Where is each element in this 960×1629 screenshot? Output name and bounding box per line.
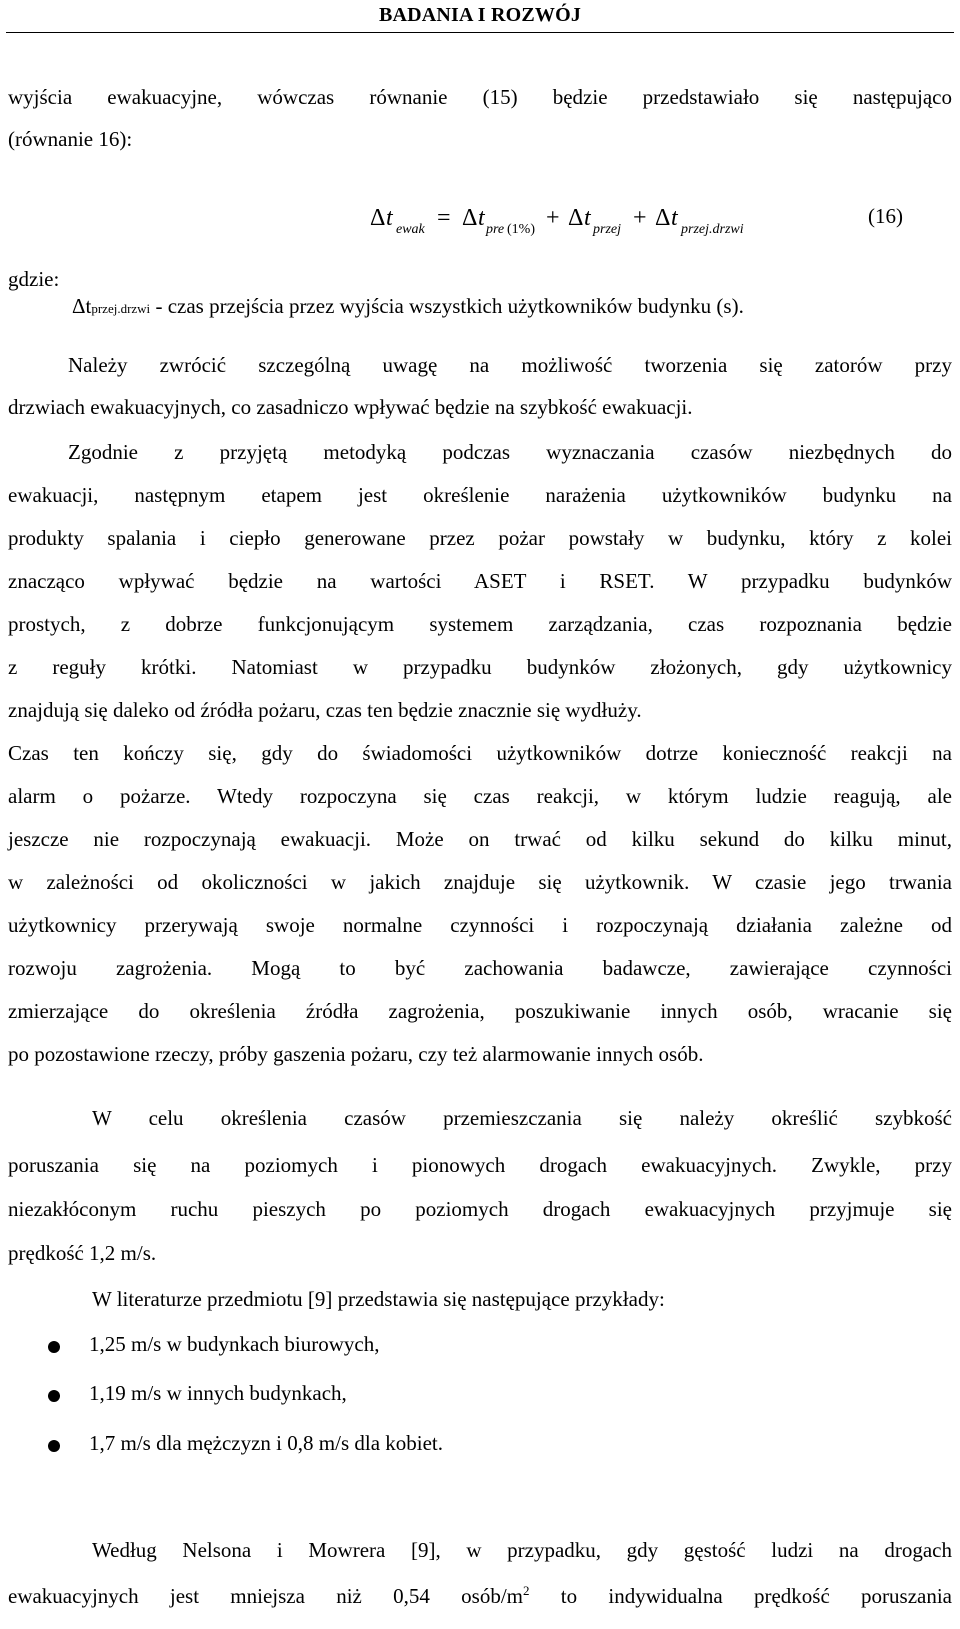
eq-plus-2: +	[633, 205, 647, 231]
bullet-item-2: 1,19 m/s w innych budynkach,	[89, 1381, 347, 1405]
eq-plus-1: +	[546, 205, 560, 231]
paragraph-4-line-1: W literaturze przedmiotu [9] przedstawia się następujące przykłady:	[92, 1287, 665, 1311]
bullet-dot	[48, 1440, 60, 1452]
bullet-dot	[48, 1390, 60, 1402]
eq-t-4: t	[671, 205, 678, 231]
paragraph-3-line-1: W celu określenia czasów przemieszczania się należy określić szybkość	[92, 1106, 952, 1130]
bullet-item-1: 1,25 m/s w budynkach biurowych,	[89, 1332, 380, 1356]
paragraph-5-line-1: Według Nelsona i Mowrera [9], w przypadku, gdy gęstość ludzi na drogach	[92, 1538, 952, 1562]
intro-line-1: wyjścia ewakuacyjne, wówczas równanie (15) będzie przedstawiało się następująco	[8, 85, 952, 109]
header-rule	[6, 32, 954, 33]
paragraph-2-line-11: w zależności od okoliczności w jakich znajduje się użytkownik. W czasie jego trwania	[8, 870, 952, 894]
paragraph-2-line-12: użytkownicy przerywają swoje normalne czynności i rozpoczynają działania zależne od	[8, 913, 952, 937]
eq-sub-przej-drzwi: przej.drzwi	[681, 222, 744, 237]
bullet-item-3: 1,7 m/s dla mężczyzn i 0,8 m/s dla kobiet.	[89, 1431, 444, 1455]
paragraph-2-line-5: prostych, z dobrze funkcjonującym systemem zarządzania, czas rozpoznania będzie	[8, 612, 952, 636]
paragraph-5-line-2	[8, 1583, 952, 1609]
eq-sub-ewak: ewak	[396, 222, 425, 237]
eq-t-3: t	[584, 205, 591, 231]
eq-delta-1: Δ	[370, 205, 386, 231]
definition-item	[72, 294, 744, 319]
paragraph-1-line-2: drzwiach ewakuacyjnych, co zasadniczo wpływać będzie na szybkość ewakuacji.	[8, 395, 693, 419]
eq-t-2: t	[478, 205, 485, 231]
paragraph-2-line-7: znajdują się daleko od źródła pożaru, czas ten będzie znacznie się wydłuży.	[8, 698, 642, 722]
running-header: BADANIA I ROZWÓJ	[378, 4, 582, 26]
definition-symbol: Δt	[72, 294, 92, 318]
eq-delta-4: Δ	[655, 205, 671, 231]
eq-sub-przej: przej	[593, 222, 621, 237]
paragraph-2-line-2: ewakuacji, następnym etapem jest określenie narażenia użytkowników budynku na	[8, 483, 952, 507]
eq-delta-3: Δ	[568, 205, 584, 231]
equation-16	[370, 205, 890, 241]
paragraph-5-line-2-a: ewakuacyjnych jest mniejsza niż 0,54 osób/m	[8, 1584, 523, 1608]
eq-t-1: t	[386, 205, 393, 231]
eq-equals: =	[437, 205, 451, 231]
paragraph-2-line-8: Czas ten kończy się, gdy do świadomości użytkowników dotrze konieczność reakcji na	[8, 741, 952, 765]
paragraph-2-line-13: rozwoju zagrożenia. Mogą to być zachowania badawcze, zawierające czynności	[8, 956, 952, 980]
bullet-dot	[48, 1341, 60, 1353]
paragraph-2-line-14: zmierzające do określenia źródła zagrożenia, poszukiwanie innych osób, wracanie się	[8, 999, 952, 1023]
equation-number: (16)	[868, 204, 903, 228]
definition-dash: -	[150, 294, 168, 318]
intro-line-2: (równanie 16):	[8, 127, 133, 151]
paragraph-2-line-9: alarm o pożarze. Wtedy rozpoczyna się czas reakcji, w którym ludzie reagują, ale	[8, 784, 952, 808]
eq-sub-pre-paren: (1%)	[507, 222, 535, 237]
paragraph-2-line-10: jeszcze nie rozpoczynają ewakuacji. Może on trwać od kilku sekund do kilku minut,	[8, 827, 952, 851]
paragraph-2-line-3: produkty spalania i ciepło generowane przez pożar powstały w budynku, który z kolei	[8, 526, 952, 550]
paragraph-2-line-6: z reguły krótki. Natomiast w przypadku budynków złożonych, gdy użytkownicy	[8, 655, 952, 679]
definition-text: czas przejścia przez wyjścia wszystkich użytkowników budynku (s).	[167, 294, 744, 318]
paragraph-3-line-3: niezakłóconym ruchu pieszych po poziomych drogach ewakuacyjnych przyjmuje się	[8, 1197, 952, 1221]
eq-sub-pre: pre	[486, 222, 505, 237]
definition-symbol-sub: przej.drzwi	[91, 301, 151, 316]
definitions-label: gdzie:	[8, 267, 60, 291]
paragraph-3-line-4: prędkość 1,2 m/s.	[8, 1241, 157, 1265]
paragraph-2-line-1: Zgodnie z przyjętą metodyką podczas wyznaczania czasów niezbędnych do	[68, 440, 952, 464]
paragraph-2-line-15: po pozostawione rzeczy, próby gaszenia pożaru, czy też alarmowanie innych osób.	[8, 1042, 704, 1066]
paragraph-3-line-2: poruszania się na poziomych i pionowych drogach ewakuacyjnych. Zwykle, przy	[8, 1153, 952, 1177]
paragraph-2-line-4: znacząco wpływać będzie na wartości ASET i RSET. W przypadku budynków	[8, 569, 952, 593]
paragraph-1-line-1: Należy zwrócić szczególną uwagę na możliwość tworzenia się zatorów przy	[68, 353, 952, 377]
paragraph-5-line-2-b: to indywidualna prędkość poruszania	[529, 1584, 952, 1608]
eq-delta-2: Δ	[462, 205, 478, 231]
superscript-2: 2	[523, 1583, 530, 1598]
